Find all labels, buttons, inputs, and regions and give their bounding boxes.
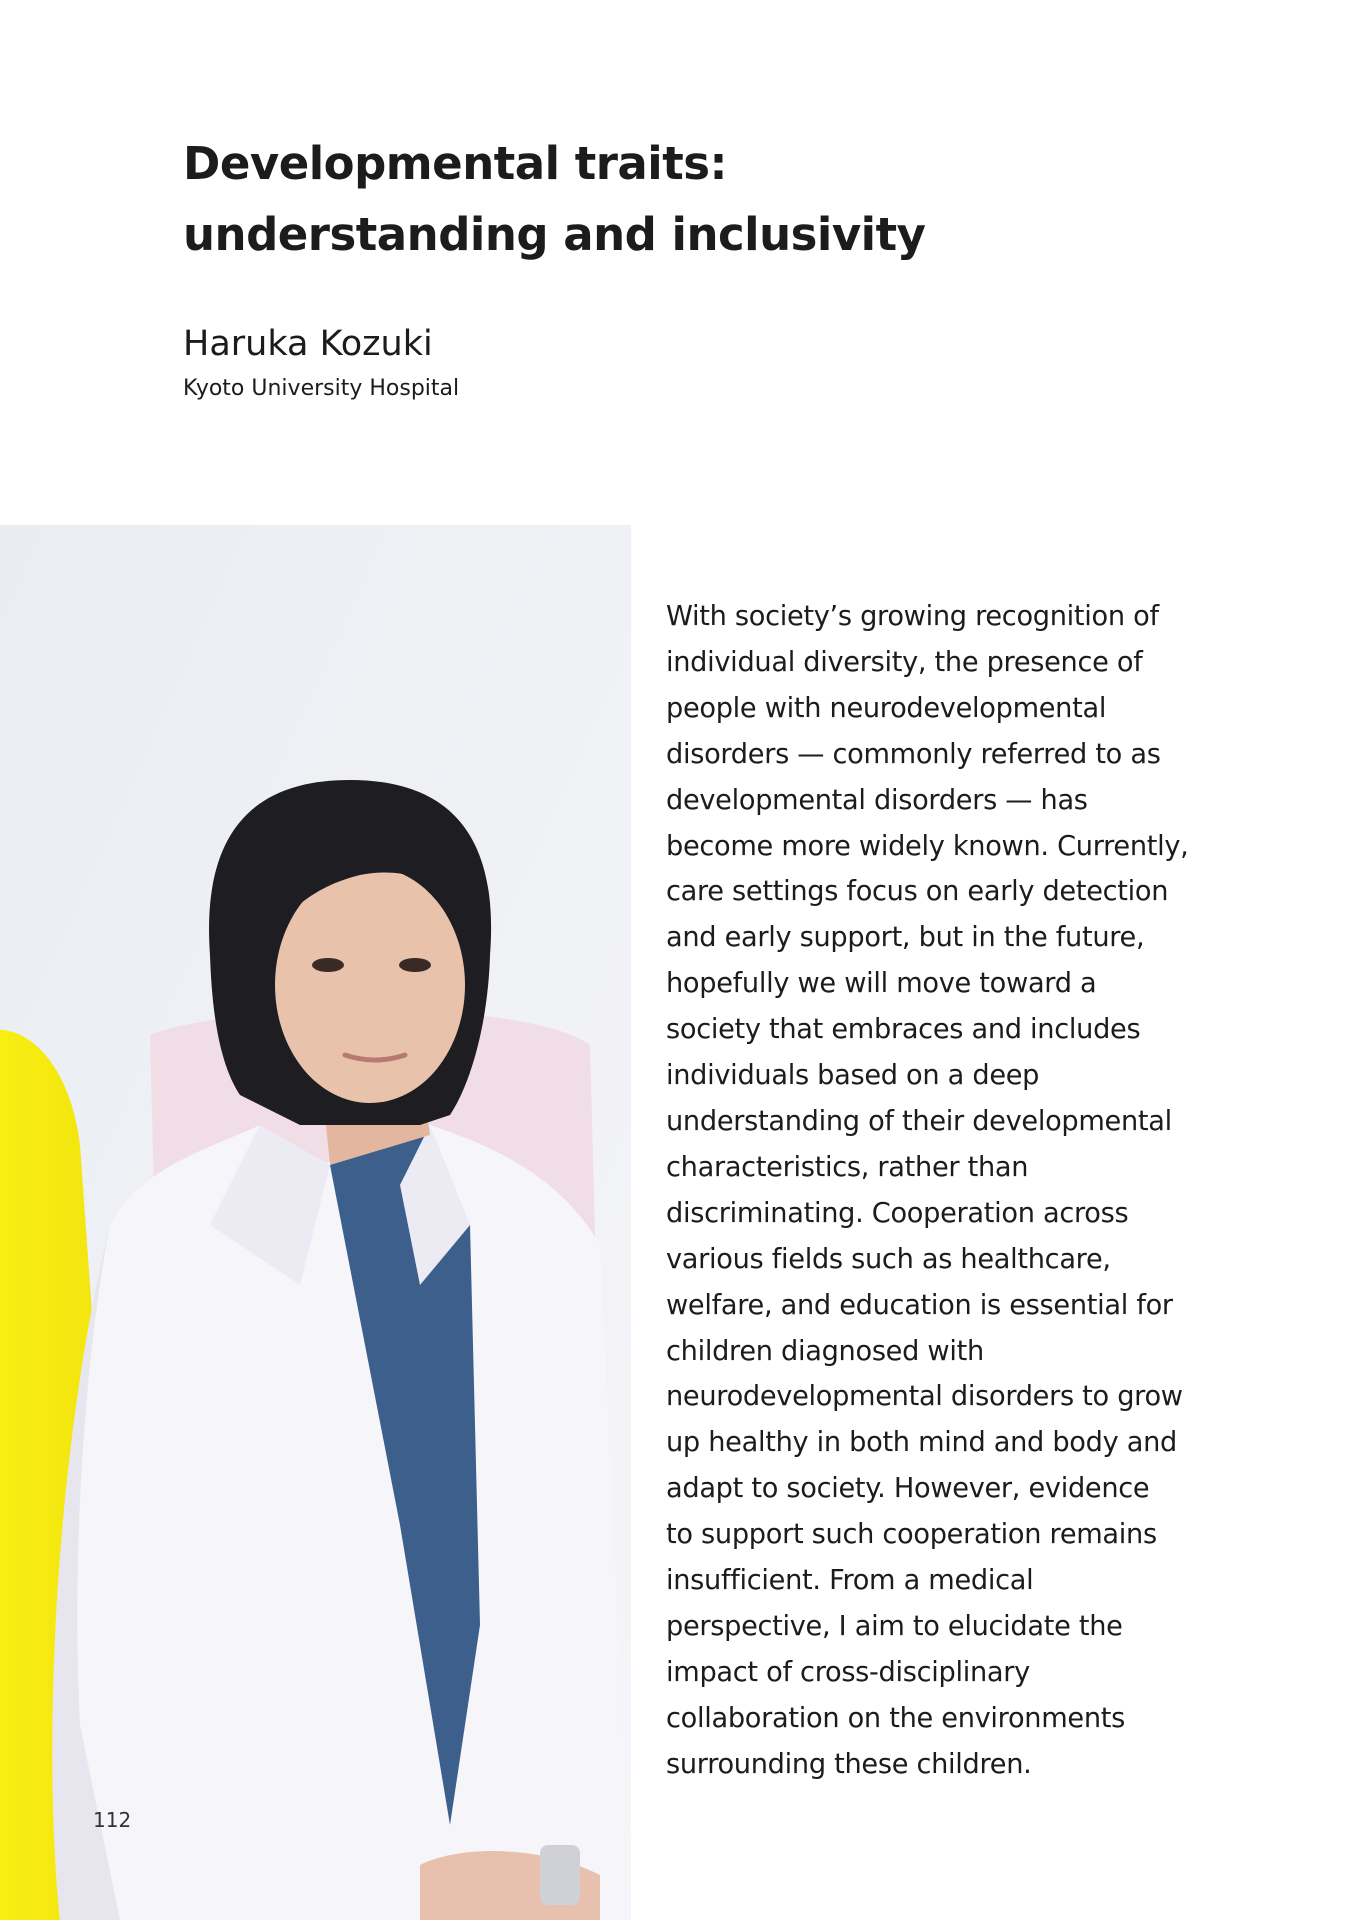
body-line: disorders — commonly referred to as <box>666 738 1161 770</box>
body-line: discriminating. Cooperation across <box>666 1197 1129 1229</box>
body-line: perspective, I aim to elucidate the <box>666 1610 1123 1642</box>
body-line: individual diversity, the presence of <box>666 646 1143 678</box>
body-line: individuals based on a deep <box>666 1060 1040 1092</box>
author-affiliation: Kyoto University Hospital <box>183 376 460 401</box>
portrait-illustration <box>0 525 631 1920</box>
article-title <box>183 128 1183 270</box>
body-line: hopefully we will move toward a <box>666 968 1097 1000</box>
body-line: understanding of their developmental <box>666 1105 1172 1137</box>
body-line: various fields such as healthcare, <box>666 1243 1111 1275</box>
title-line: understanding and inclusivity <box>183 208 926 261</box>
body-line: insufficient. From a medical <box>666 1565 1034 1597</box>
body-line: to support such cooperation remains <box>666 1519 1157 1551</box>
body-line: care settings focus on early detection <box>666 876 1169 908</box>
body-line: adapt to society. However, evidence <box>666 1473 1150 1505</box>
body-line: welfare, and education is essential for <box>666 1289 1173 1321</box>
body-line: children diagnosed with <box>666 1335 984 1367</box>
body-line: surrounding these children. <box>666 1748 1032 1780</box>
article-body <box>666 594 1226 1788</box>
portrait-photo <box>0 525 631 1920</box>
body-line: characteristics, rather than <box>666 1151 1029 1183</box>
author-name: Haruka Kozuki <box>183 324 433 364</box>
body-line: people with neurodevelopmental <box>666 692 1107 724</box>
wristwatch <box>540 1845 580 1905</box>
page-number: 112 <box>93 1808 132 1832</box>
body-line: developmental disorders — has <box>666 784 1088 816</box>
body-line: society that embraces and includes <box>666 1014 1141 1046</box>
body-line: and early support, but in the future, <box>666 922 1145 954</box>
body-line: collaboration on the environments <box>666 1702 1125 1734</box>
body-line: up healthy in both mind and body and <box>666 1427 1177 1459</box>
lab-coat <box>52 1125 631 1920</box>
body-line: neurodevelopmental disorders to grow <box>666 1381 1183 1413</box>
body-line: become more widely known. Currently, <box>666 830 1189 862</box>
body-line: With society’s growing recognition of <box>666 601 1159 632</box>
body-line: impact of cross-disciplinary <box>666 1656 1030 1688</box>
face <box>275 867 465 1103</box>
title-line: Developmental traits: <box>183 137 727 190</box>
